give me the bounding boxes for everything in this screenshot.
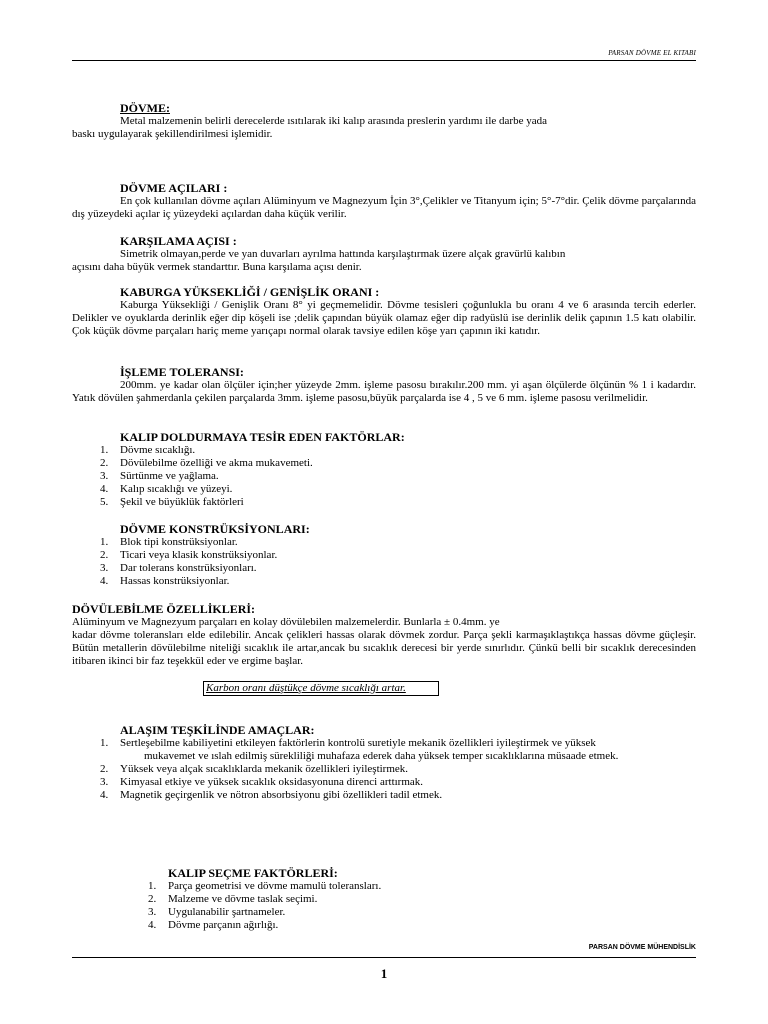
list-item: 1. Blok tipi konstrüksiyonlar. [100, 536, 238, 548]
section-kalip-doldurma [72, 430, 696, 509]
footer-rule [72, 957, 696, 958]
running-header: PARSAN DÖVME EL KITABI [608, 49, 696, 57]
list-item: 4. Hassas konstrüksiyonlar. [100, 575, 230, 587]
section-title: DÖVÜLEBİLME ÖZELLİKLERİ: [72, 602, 256, 616]
list-item: 3. Dar tolerans konstrüksiyonları. [100, 562, 257, 574]
paragraph-line: açısını daha büyük vermek standarttır. Buna karşılama açısı denir. [72, 261, 362, 273]
section-title: KABURGA YÜKSEKLİĞİ / GENİŞLİK ORANI : [120, 285, 380, 299]
list-item: 4. Kalıp sıcaklığı ve yüzeyi. [100, 483, 233, 495]
list-item: 5. Şekil ve büyüklük faktörleri [100, 496, 244, 508]
section-dovme-konstruksiyonlari [72, 522, 696, 588]
list-item: 4. Dövme parçanın ağırlığı. [148, 919, 279, 931]
section-title: DÖVME AÇILARI : [120, 181, 228, 195]
list-item: 3. Sürtünme ve yağlama. [100, 470, 219, 482]
paragraph: Kaburga Yüksekliği / Genişlik Oranı 8° yi geçmemelidir. Dövme tesisleri çoğunlukla bu oranı 4 ve 6 arasında tercih ederler. Delikler ve oyuklarda derinlik eğer dip köşeli ise ;delik çapından büyük olamaz eğer dip radyüslü ise derinlik delik çapının 1.5 katı olabilir. Çok küçük dövme parçaları hariç meme yarıçapı normal olarak tavsiye edilen köşe yarı çapının iki katıdır. [72, 299, 696, 337]
section-title: DÖVME: [120, 101, 170, 115]
section-kalip-secme [120, 866, 520, 932]
section-dovme-acilari [72, 181, 696, 221]
list-item: 4. Magnetik geçirgenlik ve nötron absorbsiyonu gibi özellikleri tadil etmek. [100, 789, 443, 801]
section-title: KARŞILAMA AÇISI : [120, 234, 237, 248]
list-item: 1. Parça geometrisi ve dövme mamulü toleransları. [148, 880, 382, 892]
paragraph-line: Alüminyum ve Magnezyum parçaları en kolay dövülebilen malzemelerdir. Bunlarla ± 0.4mm. ye [72, 616, 500, 628]
list-item: 2. Dövülebilme özelliği ve akma mukavemeti. [100, 457, 313, 469]
list-item: 3. Uygulanabilir şartnameler. [148, 906, 286, 918]
section-karsilama-acisi [72, 234, 696, 274]
section-dovulebilme [72, 602, 696, 668]
selection-list [120, 880, 520, 932]
section-alasim [72, 723, 696, 802]
paragraph-line: baskı uygulayarak şekillendirilmesi işlemidir. [72, 128, 273, 140]
section-title: İŞLEME TOLERANSI: [120, 365, 244, 379]
section-isleme-toleransi [72, 365, 696, 405]
paragraph-line: Simetrik olmayan,perde ve yan duvarları ayrılma hattında karşılaştırmak üzere alçak gravürlü kalıbın [120, 248, 566, 260]
section-dovme [72, 101, 696, 141]
paragraph: kadar dövme toleransları elde edilebilir. Ancak çelikleri hassas olarak dövmek zordur. Parça şekli karmaşıklaştıkça hassas dövme güçleşir. Bütün metallerin dövülebilme niteliği sıcaklık ile artar,ancak bu sıcaklık derecesi bir yerde sınırlıdır. Çünkü belli bir sıcaklık derecesinden itibaren ikinci bir faz teşekkül eder ve ergime başlar. [72, 629, 696, 667]
list-item: 1. Dövme sıcaklığı. [100, 444, 196, 456]
header-rule [72, 60, 696, 61]
list-item: 2. Malzeme ve dövme taslak seçimi. [148, 893, 318, 905]
list-item: 1. Sertleşebilme kabiliyetini etkileyen faktörlerin kontrolü suretiyle mekanik özellikleri iyileştirmek ve yüksek mukavemet ve ıslah edilmiş sürekliliği muhafaza ederek daha yüksek temper sıcaklıklarına müsaade etmek. [100, 737, 619, 762]
list-item: 2. Yüksek veya alçak sıcaklıklarda mekanik özellikleri iyileştirmek. [100, 763, 409, 775]
section-title: DÖVME KONSTRÜKSİYONLARI: [120, 522, 310, 536]
section-title: KALIP DOLDURMAYA TESİR EDEN FAKTÖRLAR: [120, 430, 405, 444]
list-item: 2. Ticari veya klasik konstrüksiyonlar. [100, 549, 278, 561]
page-number: 1 [380, 966, 388, 981]
paragraph: En çok kullanılan dövme açıları Alüminyum ve Magnezyum İçin 3°,Çelikler ve Titanyum için; 5°-7°dir. Çelik dövme parçalarında dış yüzeydeki açılar iç yüzeydeki açılardan daha küçük verilir. [72, 195, 696, 220]
running-footer: PARSAN DÖVME MÜHENDİSLİK [588, 944, 696, 951]
boxed-note: Karbon oranı düştükçe dövme sıcaklığı artar. [203, 681, 439, 696]
list-item: 3. Kimyasal etkiye ve yüksek sıcaklık oksidasyonuna direnci arttırmak. [100, 776, 424, 788]
purpose-list [72, 737, 696, 802]
paragraph: 200mm. ye kadar olan ölçüler için;her yüzeyde 2mm. işleme pasosu bırakılır.200 mm. yi aşan ölçülerde ölçünün % 1 i kadardır. Yatık dövülen şahmerdanla çekilen parçalarda 3mm. işleme pasosu,büyük parçalarda ise 4 , 5 ve 6 mm. işleme pasosu verilmelidir. [72, 379, 696, 404]
paragraph-line: Metal malzemenin belirli derecelerde ısıtılarak iki kalıp arasında preslerin yardımı ile darbe yada [120, 115, 547, 127]
factor-list [72, 444, 696, 509]
section-title: ALAŞIM TEŞKİLİNDE AMAÇLAR: [120, 723, 315, 737]
construction-list [72, 536, 696, 588]
section-title: KALIP SEÇME FAKTÖRLERİ: [168, 866, 338, 880]
section-kaburga [72, 285, 696, 338]
